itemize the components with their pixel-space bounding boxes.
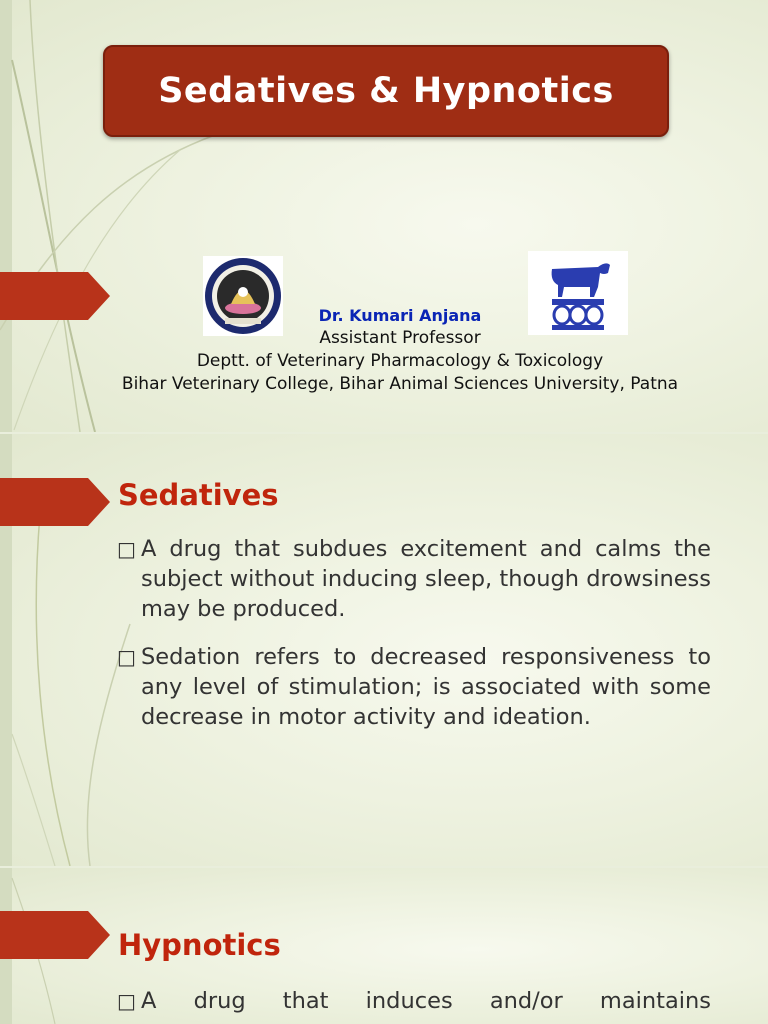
section-heading: Sedatives (118, 478, 279, 512)
hypnotics-slide (0, 868, 768, 1024)
square-bullet-icon: □ (117, 537, 136, 561)
sedatives-slide (0, 434, 768, 866)
arrow-tab-icon (0, 478, 110, 526)
author-department: Deptt. of Veterinary Pharmacology & Toxicology (196, 351, 604, 371)
title-slide (0, 0, 768, 432)
bullet-text: A drug that subdues excitement and calms the subject without inducing sleep, though drowsiness may be produced. (141, 536, 711, 622)
square-bullet-icon: □ (117, 989, 136, 1013)
author-name: Dr. Kumari Anjana (318, 306, 482, 325)
section-heading: Hypnotics (118, 928, 281, 962)
bullet-list (113, 534, 711, 732)
author-college: Bihar Veterinary College, Bihar Animal Sciences University, Patna (121, 374, 679, 394)
list-item (113, 534, 711, 624)
slide-title: Sedatives & Hypnotics (158, 71, 614, 111)
author-role: Assistant Professor (319, 328, 481, 348)
arrow-tab-icon (0, 911, 110, 959)
square-bullet-icon: □ (117, 645, 136, 669)
title-banner (103, 45, 669, 137)
list-item (113, 642, 711, 732)
bullet-text: Sedation refers to decreased responsiveness to any level of stimulation; is associated with some decrease in motor activity and ideation. (141, 644, 711, 730)
bullet-text: A drug that induces and/or maintains (141, 988, 711, 1014)
bullet-list (113, 986, 711, 1016)
list-item (113, 986, 711, 1016)
